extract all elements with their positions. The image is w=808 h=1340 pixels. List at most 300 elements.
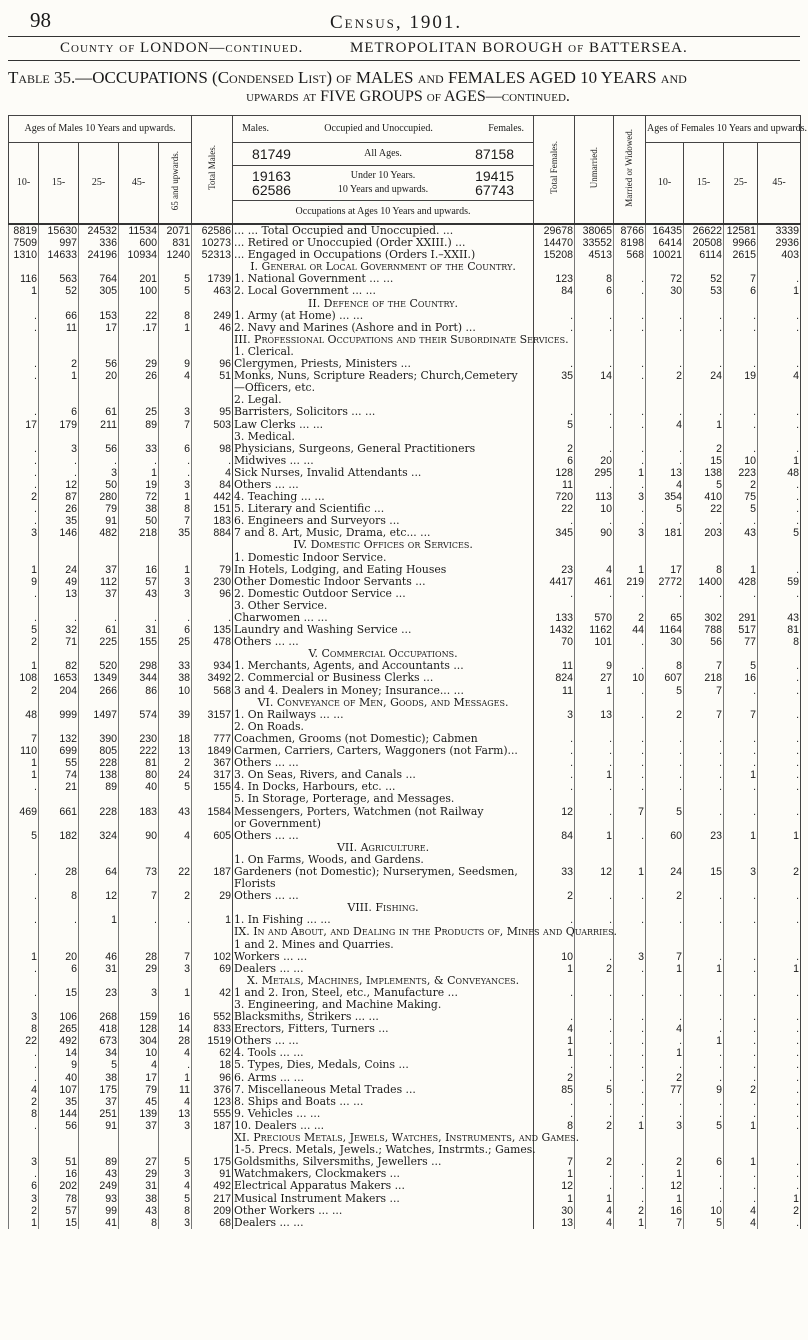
female-cell: . [575,745,614,757]
empty-cell [724,539,758,551]
female-cell: 1 [758,285,801,297]
female-cell: 10 [684,1205,724,1217]
male-age-cell [79,382,119,394]
female-cell: 219 [614,576,646,588]
female-cell: . [724,1047,758,1059]
total-females-cell [534,552,575,564]
empty-cell [39,697,79,709]
occupation-label: 7. Miscellaneous Metal Trades ... [233,1084,534,1096]
male-age-cell: 72 [119,491,159,503]
total-males-cell [192,346,233,358]
table-row [9,806,801,818]
female-cell: 1 [646,963,684,975]
female-cell [724,721,758,733]
female-cell: . [758,769,801,781]
male-age-cell: 304 [119,1035,159,1047]
total-males-cell: 46 [192,322,233,334]
male-age-cell: . [9,866,39,878]
female-cell [724,793,758,805]
empty-cell [758,539,801,551]
female-cell: . [646,769,684,781]
male-age-cell [9,878,39,890]
female-cell: . [724,951,758,963]
female-cell [758,818,801,830]
empty-cell [684,648,724,660]
male-age-cell: 997 [39,237,79,249]
female-cell: . [614,1108,646,1120]
table-row [9,431,801,443]
section-heading: IX. In and About, and Dealing in the Products of, Mines and Quarries. [234,925,618,939]
female-cell [646,552,684,564]
male-age-cell: 8 [9,1108,39,1120]
table-row [9,503,801,515]
total-males-cell: 555 [192,1108,233,1120]
male-age-cell: 146 [39,527,79,539]
male-age-cell [119,552,159,564]
female-cell: . [646,1096,684,1108]
male-age-cell: . [9,1072,39,1084]
total-males-cell: 605 [192,830,233,842]
occupation-label: 5. In Storage, Porterage, and Messages. [233,793,534,805]
female-cell: 7 [684,660,724,672]
occupation-label: 6. Arms ... ... [233,1072,534,1084]
female-cell: 3 [614,951,646,963]
male-age-cell: . [159,467,192,479]
occupation-label: 2. Navy and Marines (Ashore and in Port) ... [233,322,534,334]
empty-cell [119,334,159,346]
empty-cell [575,261,614,273]
section-heading-row [9,902,801,914]
table-row [9,1180,801,1192]
male-age-cell: 35 [39,1096,79,1108]
male-age-cell: 10 [119,1047,159,1059]
male-age-cell [159,818,192,830]
female-cell [575,394,614,406]
male-age-cell: 7 [159,515,192,527]
male-age-cell: 27 [119,1156,159,1168]
table-row [9,818,801,830]
section-heading-row [9,926,801,938]
male-age-cell [79,721,119,733]
female-cell: 3 [614,491,646,503]
male-age-cell: 182 [39,830,79,842]
female-cell: 5 [646,503,684,515]
male-age-cell: . [79,612,119,624]
male-age-cell: 1 [9,564,39,576]
male-age-cell: 5 [79,1059,119,1071]
female-cell: . [575,1023,614,1035]
total-males-cell [192,878,233,890]
total-males-cell [192,600,233,612]
occupation-label: Barristers, Solicitors ... ... [233,406,534,418]
female-cell [646,431,684,443]
empty-cell [159,261,192,273]
under10-row [233,166,534,201]
occupation-label: 1. Merchants, Agents, and Accountants ... [233,660,534,672]
female-cell: 44 [614,624,646,636]
female-cell: 65 [646,612,684,624]
table-row [9,382,801,394]
total-males-cell [192,939,233,951]
female-cell: . [724,890,758,902]
table-row [9,1217,801,1229]
male-age-cell: 29 [119,1168,159,1180]
empty-cell [79,902,119,914]
female-cell: 2 [758,1205,801,1217]
female-cell: 4 [646,479,684,491]
all-ages-label: All Ages. [364,147,402,159]
female-cell: 517 [724,624,758,636]
empty-cell [646,842,684,854]
female-cell [614,818,646,830]
male-age-cell: 344 [119,672,159,684]
occupation-label: 1-5. Precs. Metals, Jewels.; Watches, Instrmts.; Games. [234,1143,536,1157]
total-females-cell: . [534,322,575,334]
male-age-cell [119,854,159,866]
total-males-cell: 151 [192,503,233,515]
empty-cell [119,298,159,310]
table-row [9,394,801,406]
female-cell: 2 [724,479,758,491]
empty-cell [758,648,801,660]
empty-cell [159,539,192,551]
section-heading: II. Defence of the Country. [233,298,534,310]
total-females-cell: 133 [534,612,575,624]
female-cell [575,854,614,866]
male-age-cell: 61 [79,406,119,418]
male-age-cell: 37 [79,588,119,600]
female-cell: 1 [575,1193,614,1205]
total-males-cell: 568 [192,685,233,697]
female-cell: . [758,1059,801,1071]
male-age-cell: 6 [159,624,192,636]
male-age-cell [39,552,79,564]
male-age-cell: 55 [39,757,79,769]
empty-cell [79,334,119,346]
empty-cell [575,902,614,914]
empty-cell [684,261,724,273]
male-age-cell: 35 [39,515,79,527]
female-cell: 26622 [684,224,724,237]
male-age-cell: 35 [159,527,192,539]
female-cell: . [724,745,758,757]
female-cell: . [614,443,646,455]
occupation-label: 1. National Government ... ... [233,273,534,285]
total-females-cell: 2 [534,1072,575,1084]
female-cell: 223 [724,467,758,479]
female-cell: . [575,1108,614,1120]
male-age-cell: 43 [159,806,192,818]
male-age-cell: 9 [159,358,192,370]
empty-cell [159,902,192,914]
total-females-cell: 33 [534,866,575,878]
female-cell: . [614,1023,646,1035]
male-age-cell: 418 [79,1023,119,1035]
occupation-label: Other Workers ... ... [233,1205,534,1217]
total-females-cell [534,999,575,1011]
male-age-cell [159,431,192,443]
female-cell: . [758,503,801,515]
male-age-cell: 324 [79,830,119,842]
male-age-cell [159,600,192,612]
male-age-cell: 1 [159,987,192,999]
table-row [9,1035,801,1047]
female-cell [684,552,724,564]
empty-cell [534,539,575,551]
section-heading: XI. Precious Metals, Jewels, Watches, Instruments, and Games. [234,1131,580,1145]
total-males-cell [192,552,233,564]
female-cell: . [575,310,614,322]
female-cell: 113 [575,491,614,503]
male-age-cell: 1653 [39,672,79,684]
male-age-cell: 99 [79,1205,119,1217]
empty-cell [119,539,159,551]
empty-cell [684,842,724,854]
table-row [9,479,801,491]
table-row [9,406,801,418]
total-males-cell: 29 [192,890,233,902]
female-cell: 1 [758,830,801,842]
table-row [9,285,801,297]
total-females-cell: 23 [534,564,575,576]
male-age-cell: 600 [119,237,159,249]
female-cell: 12581 [724,224,758,237]
female-cell: 4 [575,564,614,576]
female-cell: 7 [646,1217,684,1229]
male-age-cell: 15630 [39,224,79,237]
female-cell: . [614,1156,646,1168]
female-cell: 53 [684,285,724,297]
female-cell: 2 [614,1205,646,1217]
female-cell: 1 [684,419,724,431]
male-age-cell [9,382,39,394]
female-cell: . [614,660,646,672]
total-females-cell: . [534,358,575,370]
male-age-cell: 11 [159,1084,192,1096]
female-cell [614,382,646,394]
female-cell: . [646,406,684,418]
total-females-header: Total Females. [534,116,575,225]
total-females-cell: 7 [534,1156,575,1168]
male-age-cell: 49 [39,576,79,588]
male-age-cell [159,1144,192,1156]
female-cell [758,878,801,890]
female-cell: . [614,322,646,334]
occupation-label: 1. Domestic Indoor Service. [233,552,534,564]
male-age-cell: 28 [159,1035,192,1047]
female-cell [646,999,684,1011]
female-cell: . [684,1072,724,1084]
female-cell: . [575,1168,614,1180]
male-age-cell: 5 [9,830,39,842]
male-age-cell: . [9,612,39,624]
female-cell: . [758,491,801,503]
female-cell: . [614,588,646,600]
table-row [9,1096,801,1108]
total-males-cell: 96 [192,588,233,600]
over10-label: 10 Years and upwards. [337,184,429,195]
female-cell: . [684,1180,724,1192]
occupation-label: 1 and 2. Mines and Quarries. [233,939,534,951]
female-cell: . [724,1168,758,1180]
male-age-cell: 21 [39,781,79,793]
female-cell: . [575,1011,614,1023]
male-age-cell: 3 [9,1193,39,1205]
total-males-cell [192,721,233,733]
male-age-cell: 2 [9,1096,39,1108]
female-cell: . [684,987,724,999]
male-age-cell [79,878,119,890]
empty-cell [192,539,233,551]
female-cell: 9966 [724,237,758,249]
female-cell [758,346,801,358]
female-cell: . [758,987,801,999]
female-cell: . [614,963,646,975]
male-age-cell: 3 [159,576,192,588]
male-age-cell: 6 [39,406,79,418]
male-age-cell: 73 [119,866,159,878]
female-cell: . [684,890,724,902]
occupation-label: Dealers ... ... [233,1217,534,1229]
empty-cell [684,1132,724,1144]
total-females-cell: 11 [534,660,575,672]
total-males-cell: 10273 [192,237,233,249]
total-males-cell: . [192,455,233,467]
rule [8,60,800,61]
empty-cell [614,334,646,346]
empty-cell [39,842,79,854]
empty-cell [534,261,575,273]
under10-label: Under 10 Years. [350,170,416,181]
male-age-cell: 14 [39,1047,79,1059]
male-age-cell: 3 [159,406,192,418]
male-age-cell: . [9,914,39,926]
female-cell: . [614,310,646,322]
occupation-label: 1 and 2. Iron, Steel, etc., Manufacture ... [233,987,534,999]
male-age-cell: 4 [159,1047,192,1059]
female-cell: 1 [646,1168,684,1180]
male-age-cell: 79 [79,503,119,515]
total-females-cell: 2 [534,890,575,902]
female-cell: 1 [614,1120,646,1132]
empty-cell [79,1132,119,1144]
male-age-cell: 673 [79,1035,119,1047]
female-cell [575,878,614,890]
age-col-f15: 15- [684,143,724,225]
male-age-cell: 48 [9,709,39,721]
empty-cell [575,842,614,854]
empty-cell [614,539,646,551]
occupied-header [233,116,534,143]
total-males-cell: 69 [192,963,233,975]
males-label: Males. [242,122,269,134]
male-age-cell: 32 [39,624,79,636]
female-cell: 9 [684,1084,724,1096]
female-cell: . [614,733,646,745]
total-females-cell [534,600,575,612]
male-age-cell: 17 [79,322,119,334]
male-age-cell: 201 [119,273,159,285]
male-age-cell: 230 [119,733,159,745]
empty-cell [79,926,119,938]
occupation-label: Workers ... ... [233,951,534,963]
total-females-cell: 13 [534,1217,575,1229]
male-age-cell: 91 [79,1120,119,1132]
female-cell: . [684,1047,724,1059]
female-cell: . [684,1108,724,1120]
male-age-cell: . [9,310,39,322]
female-cell: . [614,914,646,926]
female-cell: . [614,285,646,297]
male-age-cell: 138 [79,769,119,781]
female-cell: . [758,515,801,527]
male-age-cell: 8 [159,310,192,322]
ages-males-header: Ages of Males 10 Years and upwards. [9,116,192,143]
empty-cell [575,975,614,987]
empty-cell [684,539,724,551]
male-age-cell: 3 [159,963,192,975]
male-age-cell: . [9,515,39,527]
male-age-cell [39,878,79,890]
female-cell: . [758,358,801,370]
female-cell [575,939,614,951]
occupation-label: Others ... ... [233,890,534,902]
female-cell: . [724,515,758,527]
male-age-cell: 251 [79,1108,119,1120]
male-age-cell: 2 [9,1205,39,1217]
female-cell [758,721,801,733]
female-cell: 17 [646,564,684,576]
male-age-cell: . [9,890,39,902]
empty-cell [79,298,119,310]
female-cell [724,382,758,394]
empty-cell [758,1132,801,1144]
female-cell: . [758,685,801,697]
total-females-cell: . [534,310,575,322]
female-cell [575,721,614,733]
male-age-cell: 3 [9,527,39,539]
female-cell: . [614,370,646,382]
total-males-cell: 102 [192,951,233,963]
female-cell: 30 [646,285,684,297]
male-age-cell: . [9,370,39,382]
table-row [9,1023,801,1035]
empty-cell [758,261,801,273]
occupation-label: Others ... ... [233,1035,534,1047]
occupation-label: 10. Dealers ... ... [233,1120,534,1132]
empty-cell [79,261,119,273]
empty-cell [724,648,758,660]
male-age-cell: 661 [39,806,79,818]
empty-cell [646,539,684,551]
female-cell: . [575,443,614,455]
total-males-cell: 884 [192,527,233,539]
male-age-cell [79,1144,119,1156]
male-age-cell: 4 [159,370,192,382]
table-row [9,370,801,382]
female-cell: 16435 [646,224,684,237]
female-cell: . [646,1108,684,1120]
empty-cell [614,298,646,310]
over10-females: 67743 [475,182,515,198]
empty-cell [646,1132,684,1144]
female-cell: 1 [724,1120,758,1132]
table-row [9,866,801,878]
female-cell: . [758,890,801,902]
occupation-label: Sick Nurses, Invalid Attendants ... [233,467,534,479]
male-age-cell [39,999,79,1011]
empty-cell [684,697,724,709]
